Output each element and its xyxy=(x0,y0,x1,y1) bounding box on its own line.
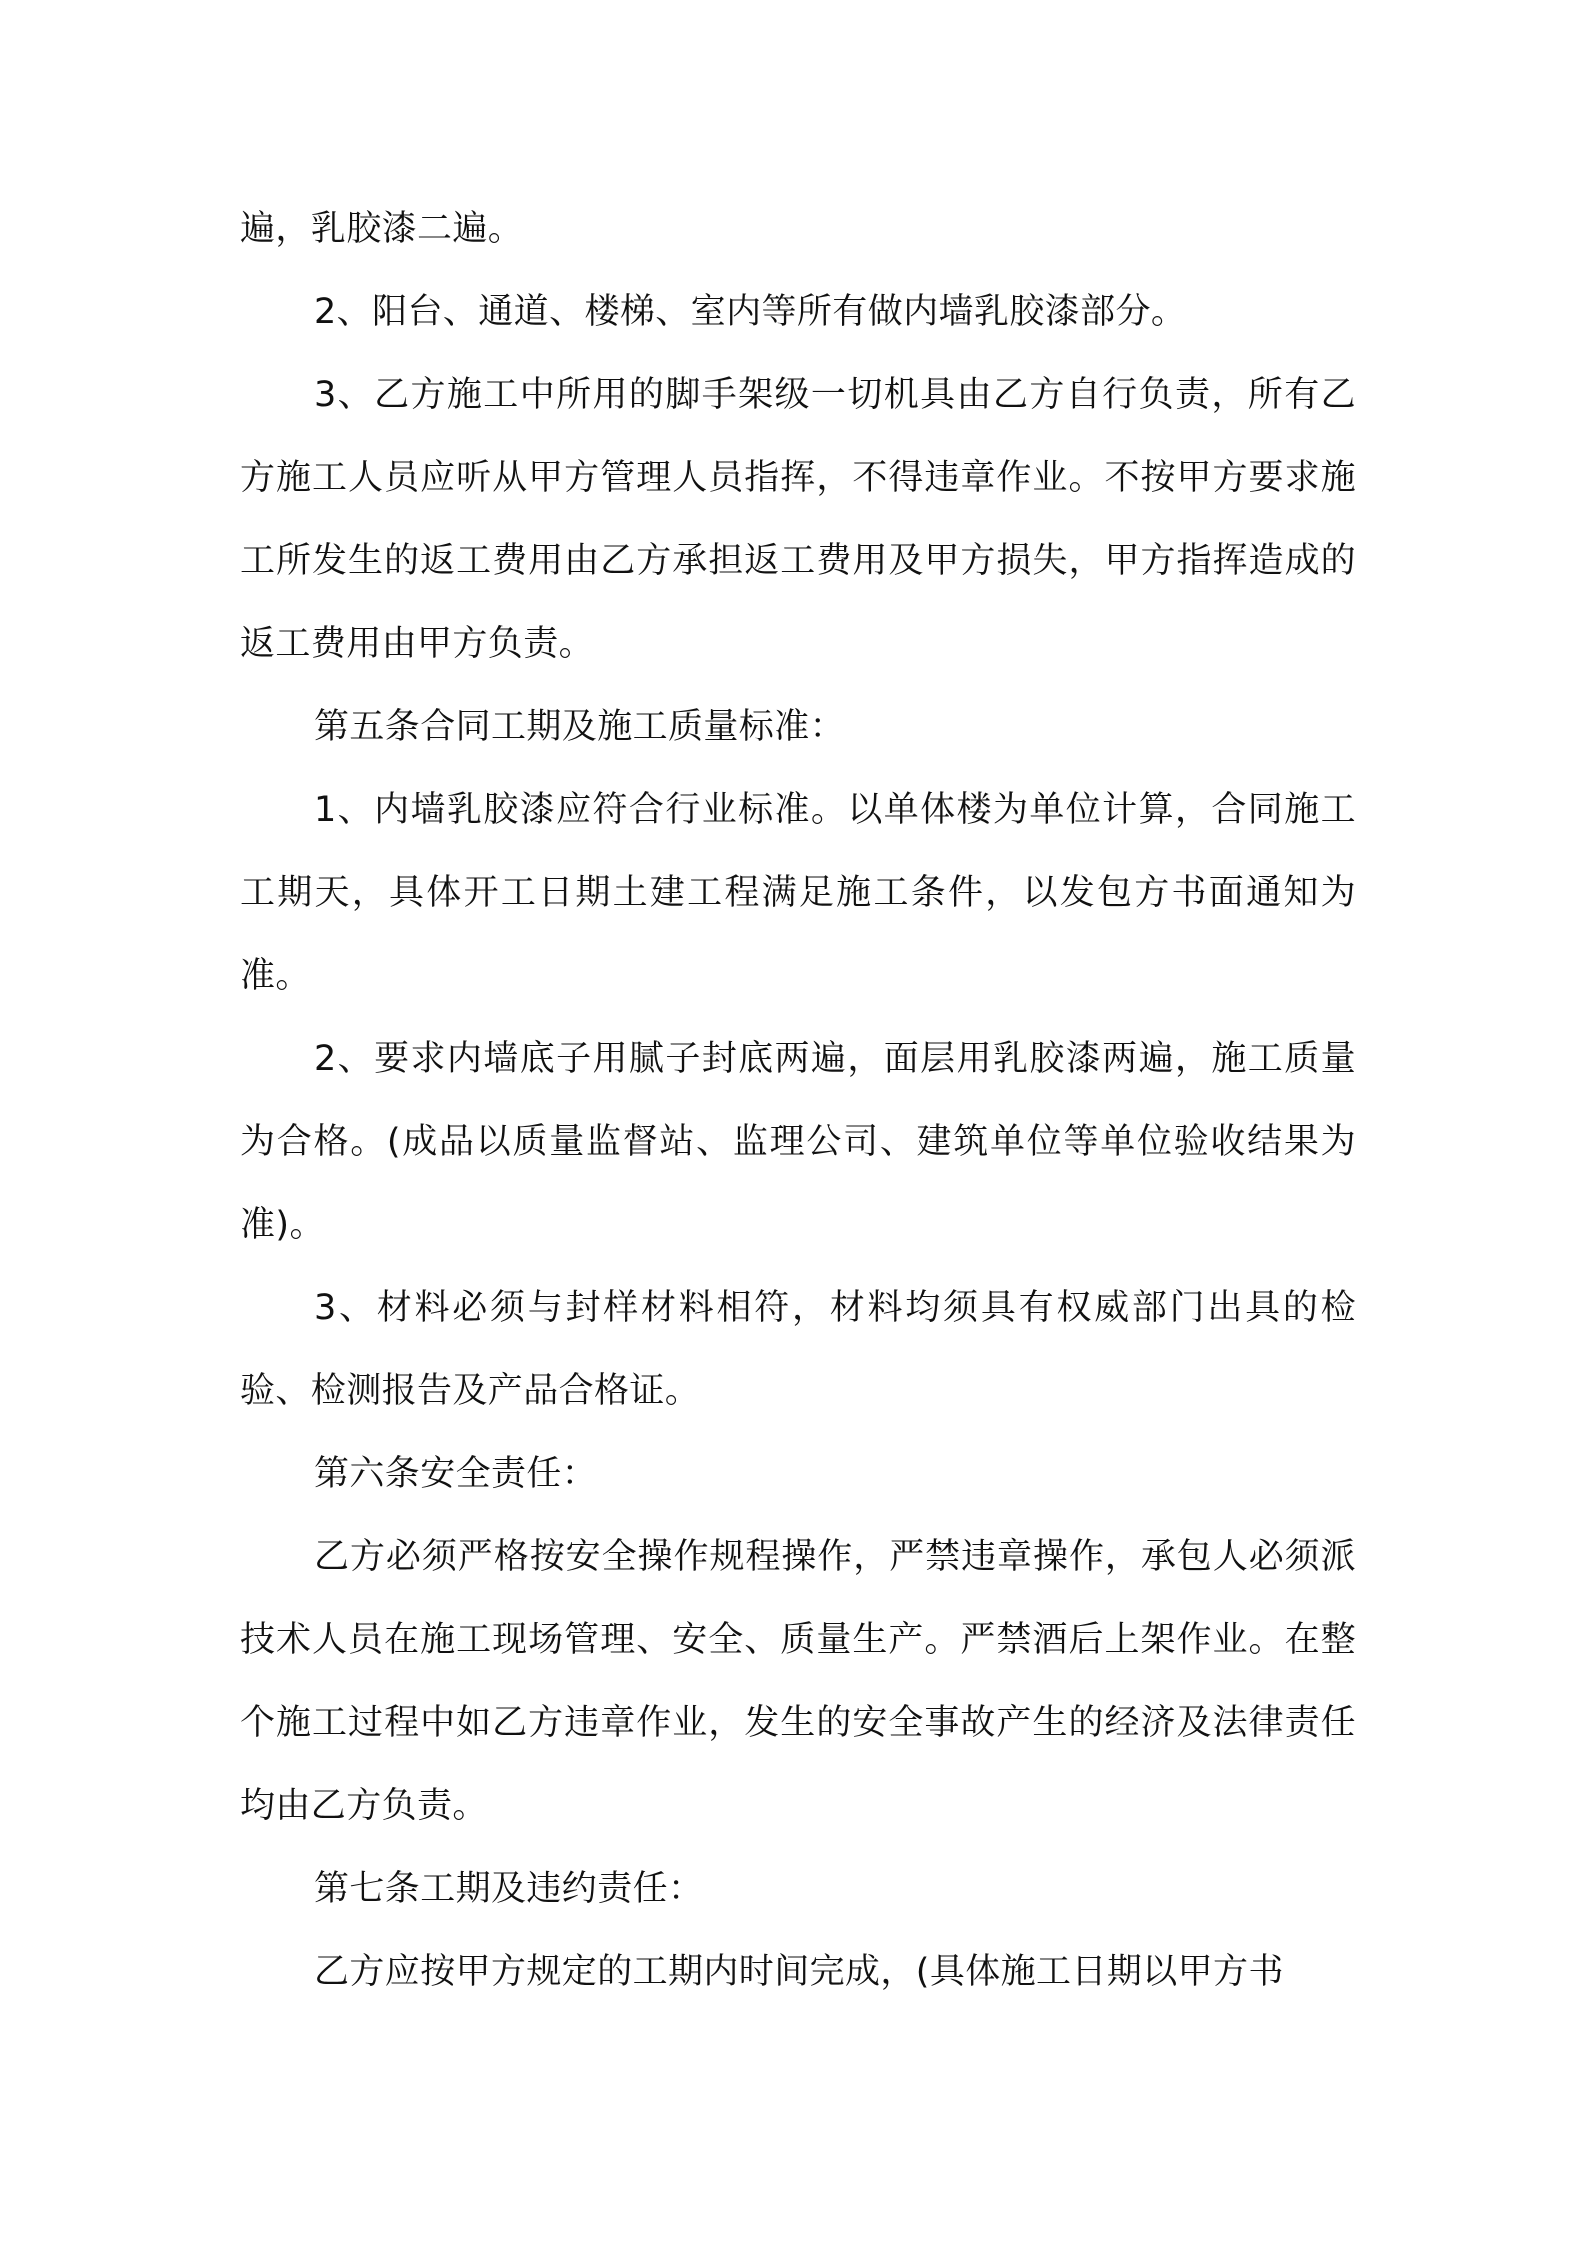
paragraph-article-5-item-3: 3、材料必须与封样材料相符，材料均须具有权威部门出具的检验、检测报告及产品合格证。 xyxy=(240,1288,1356,1411)
paragraph-article-5-item-1: 1、内墙乳胶漆应符合行业标准。以单体楼为单位计算，合同施工工期天，具体开工日期土建工程满足施工条件，以发包方书面通知为准。 xyxy=(240,790,1356,996)
paragraph-item-2: 2、阳台、通道、楼梯、室内等所有做内墙乳胶漆部分。 xyxy=(314,292,1187,332)
section-heading-article-6: 第六条安全责任： xyxy=(314,1454,598,1494)
paragraph-article-6-body: 乙方必须严格按安全操作规程操作，严禁违章操作，承包人必须派技术人员在施工现场管理、安全、质量生产。严禁酒后上架作业。在整个施工过程中如乙方违章作业，发生的安全事故产生的经济及法律责任均由乙方负责。 xyxy=(240,1537,1356,1826)
paragraph-article-7-body: 乙方应按甲方规定的工期内时间完成，(具体施工日期以甲方书 xyxy=(314,1952,1284,1992)
paragraph-continuation: 遍，乳胶漆二遍。 xyxy=(240,209,524,249)
document-body xyxy=(240,188,1356,2014)
paragraph-item-3: 3、乙方施工中所用的脚手架级一切机具由乙方自行负责，所有乙方施工人员应听从甲方管理人员指挥，不得违章作业。不按甲方要求施工所发生的返工费用由乙方承担返工费用及甲方损失，甲方指挥造成的返工费用由甲方负责。 xyxy=(240,375,1356,664)
section-heading-article-7: 第七条工期及违约责任： xyxy=(314,1869,704,1909)
paragraph-article-5-item-2: 2、要求内墙底子用腻子封底两遍，面层用乳胶漆两遍，施工质量为合格。(成品以质量监督站、监理公司、建筑单位等单位验收结果为准)。 xyxy=(240,1039,1356,1245)
section-heading-article-5: 第五条合同工期及施工质量标准： xyxy=(314,707,846,747)
